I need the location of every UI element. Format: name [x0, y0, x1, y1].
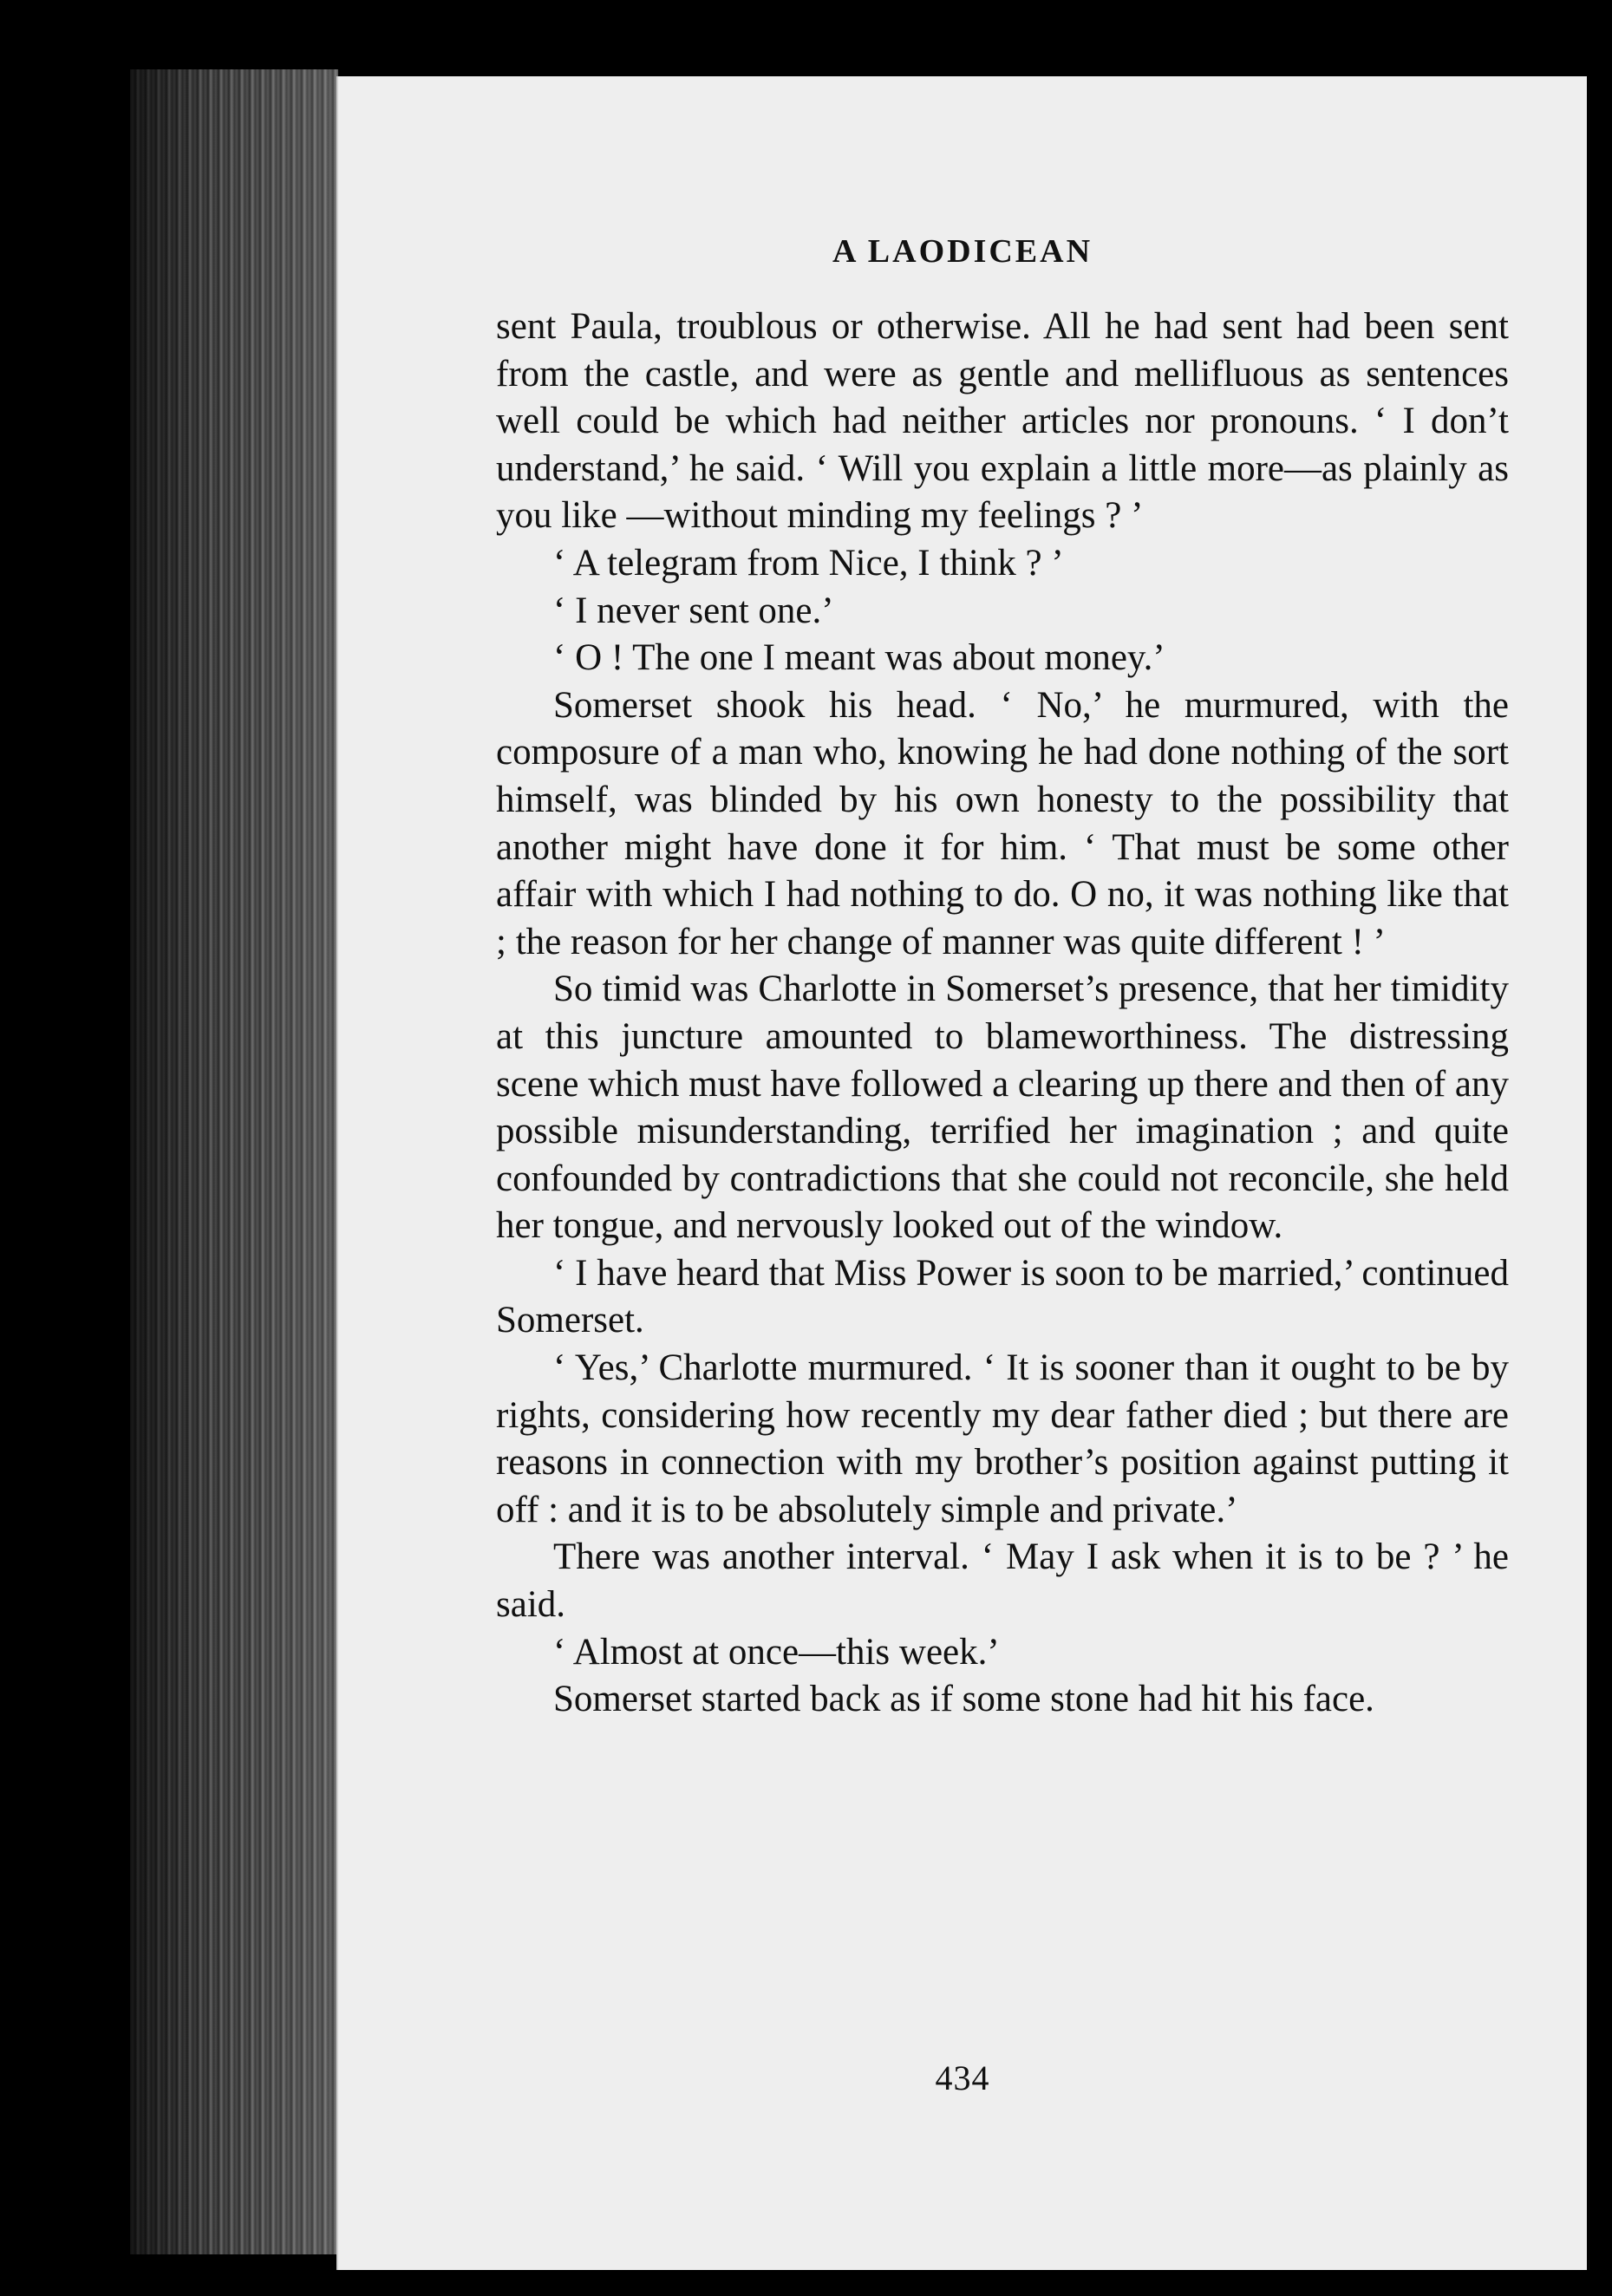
paragraph: ‘ O ! The one I meant was about money.’ [553, 637, 1165, 679]
paragraph: ‘ A telegram from Nice, I think ? ’ [553, 542, 1064, 584]
body-text [496, 303, 1509, 1724]
paragraph: ‘ I never sent one.’ [553, 590, 834, 631]
page-number: 434 [935, 2058, 990, 2097]
paragraph: ‘ Almost at once—this week.’ [553, 1631, 1000, 1673]
paragraph: Somerset shook his head. ‘ No,’ he murmured, with the composure of a man who, knowing he had done nothing of the sort himself, was blinded by his own honesty to the possibility that another might have done it for him. ‘ That must be some other affair with which I had nothing to do. O no, it was nothing like that ; the reason for her change of manner was quite different ! ’ [496, 684, 1509, 962]
paragraph: ‘ I have heard that Miss Power is soon to be married,’ continued Somerset. [496, 1252, 1509, 1341]
paragraph: Somerset started back as if some stone had hit his face. [553, 1679, 1374, 1720]
running-head-title: A LAODICEAN [832, 233, 1093, 270]
paragraph: ‘ Yes,’ Charlotte murmured. ‘ It is sooner than it ought to be by rights, considering how recently my dear father died ; but there are reasons in connection with my brother’s position against putting it off : and it is to be absolutely simple and private.’ [496, 1347, 1509, 1530]
paragraph: So timid was Charlotte in Somerset’s presence, that her timidity at this juncture amounted to blameworthiness. The distressing scene which must have followed a clearing up there and then of any possible misunderstanding, terrified her imagination ; and quite confounded by contradictions that she could not reconcile, she held her tongue, and nervously looked out of the window. [496, 969, 1509, 1247]
book-page [336, 76, 1587, 2270]
paragraph: There was another interval. ‘ May I ask when it is to be ? ’ he said. [496, 1536, 1509, 1626]
paragraph: sent Paula, troublous or otherwise. All he had sent had been sent from the castle, and were as gentle and mellifluous as sentences well could be which had neither articles nor pronouns. ‘ I don’t understand,’ he said. ‘ Will you explain a little more—as plainly as you like —without minding my feelings ? ’ [496, 306, 1509, 537]
spine-shadow [130, 69, 338, 2254]
